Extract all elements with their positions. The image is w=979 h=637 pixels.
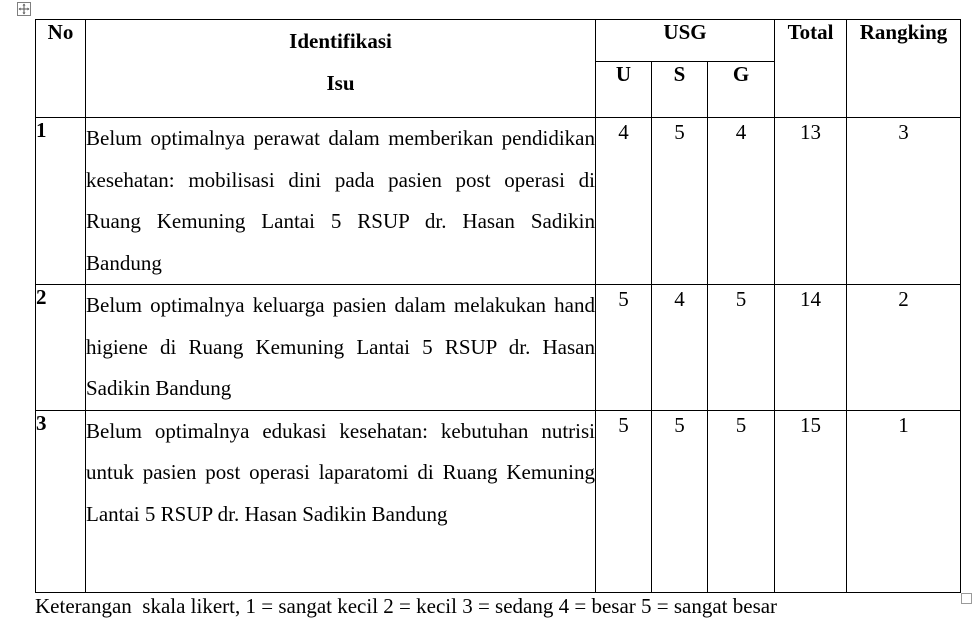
score-g: 5 <box>708 410 775 592</box>
table-row <box>36 285 961 411</box>
header-total: Total <box>775 20 847 118</box>
score-u: 5 <box>596 410 652 592</box>
table-row <box>36 118 961 285</box>
row-number: 2 <box>36 285 86 411</box>
likert-note: Keterangan skala likert, 1 = sangat kecil 2 = kecil 3 = sedang 4 = besar 5 = sangat besar <box>35 594 778 618</box>
score-rank: 2 <box>847 285 961 411</box>
table-resize-handle[interactable] <box>961 593 972 604</box>
header-issue <box>86 20 596 118</box>
issue-text: Belum optimalnya edukasi kesehatan: kebutuhan nutrisi untuk pasien post operasi laparatomi di Ruang Kemuning Lantai 5 RSUP dr. Hasan Sadikin Bandung <box>86 410 596 592</box>
score-u: 4 <box>596 118 652 285</box>
header-g: G <box>708 62 775 118</box>
score-s: 4 <box>652 285 708 411</box>
row-number: 3 <box>36 410 86 592</box>
header-issue-line2: Isu <box>326 71 355 95</box>
header-no: No <box>36 20 86 118</box>
score-total: 13 <box>775 118 847 285</box>
score-s: 5 <box>652 410 708 592</box>
issue-text: Belum optimalnya keluarga pasien dalam melakukan hand higiene di Ruang Kemuning Lantai 5 RSUP dr. Hasan Sadikin Bandung <box>86 285 596 411</box>
header-rank: Rangking <box>847 20 961 118</box>
score-total: 14 <box>775 285 847 411</box>
score-rank: 3 <box>847 118 961 285</box>
table-row <box>36 410 961 592</box>
header-usg: USG <box>596 20 775 62</box>
header-s: S <box>652 62 708 118</box>
issue-text: Belum optimalnya perawat dalam memberikan pendidikan kesehatan: mobilisasi dini pada pasien post operasi di Ruang Kemuning Lantai 5 RSUP dr. Hasan Sadikin Bandung <box>86 118 596 285</box>
score-g: 5 <box>708 285 775 411</box>
header-issue-line1: Identifikasi <box>289 29 392 53</box>
header-row <box>36 20 961 62</box>
score-g: 4 <box>708 118 775 285</box>
usg-table <box>35 19 961 593</box>
header-u: U <box>596 62 652 118</box>
row-number: 1 <box>36 118 86 285</box>
move-arrows-icon <box>18 3 30 15</box>
score-s: 5 <box>652 118 708 285</box>
table-move-handle[interactable] <box>17 2 31 16</box>
score-rank: 1 <box>847 410 961 592</box>
score-u: 5 <box>596 285 652 411</box>
score-total: 15 <box>775 410 847 592</box>
